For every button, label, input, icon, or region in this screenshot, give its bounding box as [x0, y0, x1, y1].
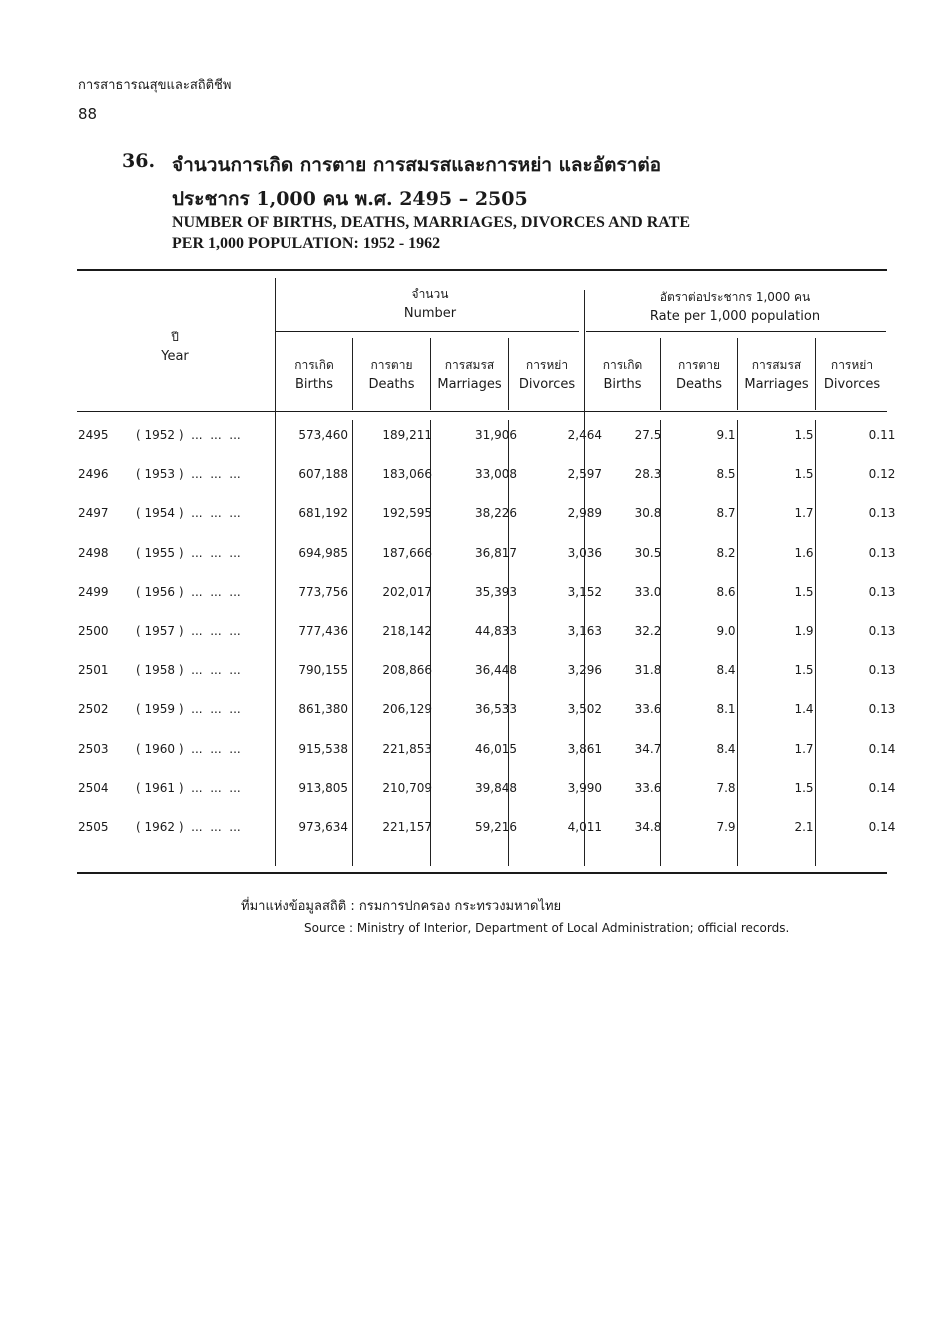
table-row	[78, 781, 921, 820]
table-row	[78, 506, 921, 545]
rate-marriages-cell: 1.7	[794, 506, 814, 521]
rate-divorces-cell: 0.13	[868, 623, 896, 638]
data-table	[78, 428, 921, 859]
rate-marriages-cell: 1.5	[794, 584, 814, 599]
rate-marriages-cell: 1.9	[794, 623, 814, 638]
marriages-cell: 33,008	[475, 467, 517, 482]
births-cell: 607,188	[298, 467, 348, 482]
source-thai: ที่มาแห่งข้อมูลสถิติ : กรมการปกครอง กระทรวงมหาดไทย	[241, 899, 562, 914]
divorces-cell: 2,464	[567, 428, 602, 442]
year-ce-cell: ( 1961 ) ... ... ...	[136, 780, 241, 795]
year-ce-cell: ( 1959 ) ... ... ...	[136, 702, 241, 717]
rate-marriages-cell: 2.1	[794, 819, 814, 834]
rate-divorces-cell: 0.13	[868, 506, 896, 521]
divorces-cell: 3,990	[567, 780, 602, 795]
rate-births-cell: 32.2	[634, 623, 662, 638]
title-thai-line1: จำนวนการเกิด การตาย การสมรสและการหย่า และอัตราต่อ	[172, 154, 662, 176]
col-header-english: Births	[295, 377, 333, 392]
table-row	[78, 546, 921, 585]
rate-divorces-cell: 0.13	[868, 702, 896, 717]
year-ce-cell: ( 1958 ) ... ... ...	[136, 663, 241, 678]
marriages-cell: 36,448	[475, 663, 517, 678]
rate-marriages-cell: 1.7	[794, 741, 814, 756]
rate-group-thai: อัตราต่อประชากร 1,000 คน	[659, 290, 811, 304]
rate-group-english: Rate per 1,000 population	[649, 309, 821, 324]
rate-divorces-cell: 0.13	[868, 663, 896, 678]
rate-births-cell: 30.5	[634, 545, 662, 560]
rate-marriages-cell: 1.4	[794, 702, 814, 717]
year-be-cell: 2499	[78, 584, 109, 599]
rate-deaths-cell: 8.1	[716, 702, 736, 717]
deaths-cell: 218,142	[382, 623, 432, 638]
table-row	[78, 467, 921, 506]
marriages-cell: 36,533	[475, 702, 517, 717]
births-cell: 694,985	[298, 545, 348, 560]
rate-divorces-cell: 0.11	[868, 428, 896, 442]
rate-marriages-cell: 1.5	[794, 467, 814, 482]
col-header-english: Marriages	[437, 377, 502, 392]
table-top-rule	[77, 269, 887, 271]
year-be-cell: 2505	[78, 819, 109, 834]
marriages-cell: 31,906	[475, 428, 517, 442]
births-cell: 777,436	[298, 623, 348, 638]
rate-deaths-cell: 8.7	[716, 506, 736, 521]
col-header-english: Divorces	[823, 377, 881, 392]
rate-marriages-cell: 1.5	[794, 428, 814, 442]
births-cell: 973,634	[298, 819, 348, 834]
deaths-cell: 208,866	[382, 663, 432, 678]
year-ce-cell: ( 1955 ) ... ... ...	[136, 545, 241, 560]
divorces-cell: 4,011	[567, 819, 602, 834]
year-be-cell: 2498	[78, 545, 109, 560]
title-thai-line2: ประชากร 1,000 คน พ.ศ. 2495 – 2505	[172, 188, 528, 210]
divorces-cell: 3,502	[567, 702, 602, 717]
rate-deaths-cell: 9.0	[716, 623, 736, 638]
rate-births-cell: 27.5	[634, 428, 662, 442]
rate-deaths-cell: 8.4	[716, 663, 736, 678]
deaths-cell: 192,595	[382, 506, 432, 521]
rate-births-cell: 33.6	[634, 702, 662, 717]
table-row	[78, 702, 921, 741]
deaths-cell: 221,853	[382, 741, 432, 756]
deaths-cell: 206,129	[382, 702, 432, 717]
col-header-thai: การตาย	[677, 358, 720, 372]
year-be-cell: 2502	[78, 702, 109, 717]
rate-divorces-cell: 0.14	[868, 741, 896, 756]
births-cell: 915,538	[298, 741, 348, 756]
rate-deaths-cell: 8.4	[716, 741, 736, 756]
group-divider-rate	[586, 331, 886, 332]
year-be-cell: 2496	[78, 467, 109, 482]
year-ce-cell: ( 1952 ) ... ... ...	[136, 428, 241, 442]
year-be-cell: 2501	[78, 663, 109, 678]
year-be-cell: 2503	[78, 741, 109, 756]
col-header-rate-deaths	[661, 356, 737, 394]
rate-deaths-cell: 8.5	[716, 467, 736, 482]
rate-deaths-cell: 8.2	[716, 545, 736, 560]
divorces-cell: 3,163	[567, 623, 602, 638]
table-row	[78, 742, 921, 781]
divorces-cell: 3,036	[567, 545, 602, 560]
table-row	[78, 428, 921, 467]
table-number: 36.	[122, 150, 156, 172]
rate-births-cell: 30.8	[634, 506, 662, 521]
deaths-cell: 221,157	[382, 819, 432, 834]
rate-deaths-cell: 7.9	[716, 819, 736, 834]
running-header: การสาธารณสุขและสถิติชีพ	[78, 78, 232, 93]
col-header-thai: การสมรส	[751, 358, 802, 372]
divorces-cell: 3,296	[567, 663, 602, 678]
header-bottom-rule	[77, 411, 887, 412]
number-group-header	[276, 285, 584, 323]
births-cell: 681,192	[298, 506, 348, 521]
col-header-english: Deaths	[675, 377, 723, 392]
col-header-marriages	[431, 356, 508, 394]
source-english: Source : Ministry of Interior, Department of Local Administration; official records.	[304, 921, 790, 935]
table-row	[78, 663, 921, 702]
births-cell: 861,380	[298, 702, 348, 717]
col-header-divorces	[509, 356, 585, 394]
deaths-cell: 183,066	[382, 467, 432, 482]
rate-births-cell: 34.7	[634, 741, 662, 756]
number-group-thai: จำนวน	[411, 287, 449, 301]
births-cell: 573,460	[298, 428, 348, 442]
divorces-cell: 3,152	[567, 584, 602, 599]
marriages-cell: 35,393	[475, 584, 517, 599]
divorces-cell: 3,861	[567, 741, 602, 756]
col-header-thai: การเกิด	[602, 358, 643, 372]
col-header-english: Marriages	[744, 377, 809, 392]
rate-group-header	[585, 288, 885, 326]
marriages-cell: 59,216	[475, 819, 517, 834]
group-divider-number	[276, 331, 579, 332]
col-header-thai: การหย่า	[830, 358, 874, 372]
births-cell: 913,805	[298, 780, 348, 795]
col-header-rate-divorces	[816, 356, 888, 394]
deaths-cell: 202,017	[382, 584, 432, 599]
rate-marriages-cell: 1.5	[794, 663, 814, 678]
year-ce-cell: ( 1953 ) ... ... ...	[136, 467, 241, 482]
data-table-body	[78, 428, 921, 859]
col-header-english: Divorces	[518, 377, 576, 392]
col-header-english: Births	[603, 377, 642, 392]
col-header-births	[276, 356, 352, 394]
year-ce-cell: ( 1957 ) ... ... ...	[136, 623, 241, 638]
rate-births-cell: 31.8	[634, 663, 662, 678]
year-ce-cell: ( 1960 ) ... ... ...	[136, 741, 241, 756]
col-header-deaths	[353, 356, 430, 394]
rate-deaths-cell: 9.1	[716, 428, 736, 442]
rate-marriages-cell: 1.6	[794, 545, 814, 560]
divorces-cell: 2,597	[567, 467, 602, 482]
year-be-cell: 2497	[78, 506, 109, 521]
rate-births-cell: 33.6	[634, 780, 662, 795]
col-header-thai: การหย่า	[525, 358, 569, 372]
rate-births-cell: 28.3	[634, 467, 662, 482]
rate-divorces-cell: 0.14	[868, 819, 896, 834]
marriages-cell: 36,817	[475, 545, 517, 560]
year-header-english: Year	[161, 349, 189, 364]
table-row	[78, 820, 921, 859]
col-header-rate-births	[585, 356, 660, 394]
year-header	[130, 328, 220, 366]
marriages-cell: 38,226	[475, 506, 517, 521]
deaths-cell: 210,709	[382, 780, 432, 795]
rate-marriages-cell: 1.5	[794, 780, 814, 795]
page-number: 88	[78, 105, 98, 123]
title-english-line2: PER 1,000 POPULATION: 1952 - 1962	[172, 235, 441, 252]
col-header-thai: การตาย	[370, 358, 413, 372]
deaths-cell: 189,211	[382, 428, 432, 442]
year-ce-cell: ( 1954 ) ... ... ...	[136, 506, 241, 521]
year-ce-cell: ( 1962 ) ... ... ...	[136, 819, 241, 834]
year-header-thai: ปี	[171, 330, 179, 344]
rate-births-cell: 33.0	[634, 584, 662, 599]
marriages-cell: 44,833	[475, 623, 517, 638]
divorces-cell: 2,989	[567, 506, 602, 521]
births-cell: 790,155	[298, 663, 348, 678]
table-row	[78, 624, 921, 663]
col-header-thai: การสมรส	[444, 358, 495, 372]
year-be-cell: 2500	[78, 623, 109, 638]
col-header-english: Deaths	[368, 377, 415, 392]
rate-deaths-cell: 7.8	[716, 780, 736, 795]
deaths-cell: 187,666	[382, 545, 432, 560]
rate-divorces-cell: 0.14	[868, 780, 896, 795]
births-cell: 773,756	[298, 584, 348, 599]
rate-divorces-cell: 0.12	[868, 467, 896, 482]
col-header-thai: การเกิด	[294, 358, 334, 372]
number-group-english: Number	[403, 306, 457, 321]
rate-deaths-cell: 8.6	[716, 584, 736, 599]
marriages-cell: 39,848	[475, 780, 517, 795]
rate-births-cell: 34.8	[634, 819, 662, 834]
table-row	[78, 585, 921, 624]
year-ce-cell: ( 1956 ) ... ... ...	[136, 584, 241, 599]
rate-divorces-cell: 0.13	[868, 545, 896, 560]
year-be-cell: 2495	[78, 428, 109, 442]
col-header-rate-marriages	[738, 356, 815, 394]
title-english-line1: NUMBER OF BIRTHS, DEATHS, MARRIAGES, DIVORCES AND RATE	[172, 214, 690, 231]
marriages-cell: 46,015	[475, 741, 517, 756]
table-bottom-rule	[77, 872, 887, 874]
year-be-cell: 2504	[78, 780, 109, 795]
rate-divorces-cell: 0.13	[868, 584, 896, 599]
